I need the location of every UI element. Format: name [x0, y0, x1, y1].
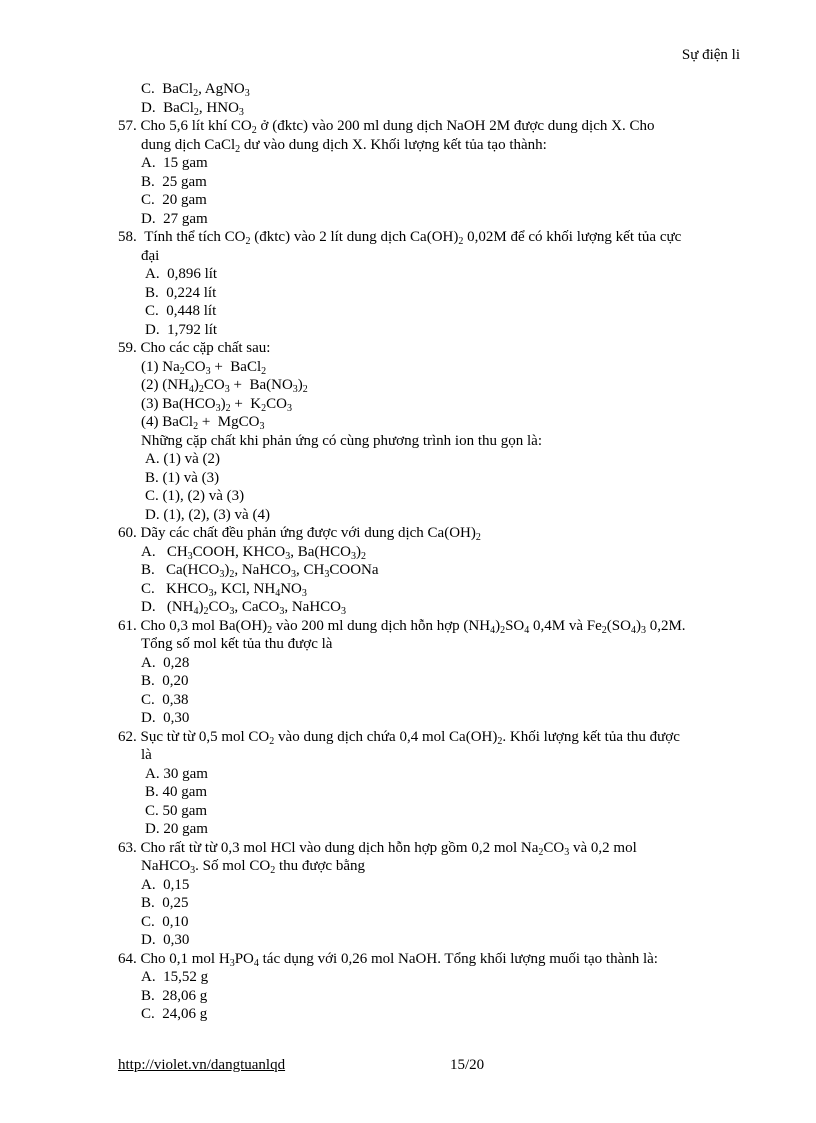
answer-option: B. 40 gam — [145, 784, 208, 800]
answer-option: A. $CH_3COOH$, $KHCO_3$, $Ba(HCO_3)_2$ — [141, 543, 367, 562]
question-text-line: là — [141, 747, 152, 763]
question-line: 62. Sục từ từ 0,5 mol $CO_2$ vào dung dịch chứa 0,4 mol $Ca(OH)_2$. Khối lượng kết tủa thu được — [118, 728, 680, 747]
answer-option: B. (1) và (3) — [145, 469, 220, 486]
question-line: 64. Cho 0,1 mol $H_3PO_4$ tác dụng với 0,26 mol NaOH. Tổng khối lượng muối tạo thành là: — [118, 950, 658, 969]
answer-option: D. (1), (2), (3) và (4) — [145, 506, 270, 523]
question-text-line: Những cặp chất khi phản ứng có cùng phương trình ion thu gọn là: — [141, 432, 543, 449]
question-list — [118, 80, 748, 1024]
answer-option: D. 20 gam — [145, 821, 208, 837]
answer-option: D. BaCl$_2$, $HNO_3$ — [141, 99, 244, 118]
answer-option: B. 0,25 — [141, 895, 189, 911]
answer-option: D. 0,30 — [141, 710, 190, 726]
question-line: 61. Cho 0,3 mol $Ba(OH)_2$ vào 200 ml dung dịch hỗn hợp $(NH_4)_2SO_4$ 0,4M và $Fe_2(SO_4)_3$ 0,2M. — [118, 617, 686, 636]
question-line: 63. Cho rất từ từ 0,3 mol HCl vào dung dịch hỗn hợp gồm 0,2 mol $Na_2CO_3$ và 0,2 mol — [118, 839, 637, 858]
question-line: 57. Cho 5,6 lít khí $CO_2$ ở (đktc) vào 200 ml dung dịch NaOH 2M được dung dịch X. Cho — [118, 118, 655, 136]
question-text-line: Tổng số mol kết tủa thu được là — [141, 636, 333, 652]
answer-option: C. 0,38 — [141, 691, 189, 708]
answer-option: A. (1) và (2) — [145, 451, 220, 467]
answer-option: D. $(NH_4)_2CO_3$, CaCO$_3$, NaHCO$_3$ — [141, 599, 347, 617]
answer-option: A. 30 gam — [145, 765, 208, 782]
answer-option: C. 50 gam — [145, 802, 208, 819]
question-text-line: (1) $Na_2CO_3$ + BaCl$_2$ — [141, 358, 267, 377]
answer-option: C. $KHCO_3$, KCl, $NH_4NO_3$ — [141, 580, 307, 599]
answer-option: A. 0,28 — [141, 654, 190, 671]
answer-option: D. 1,792 lít — [145, 321, 218, 338]
answer-option: A. 0,15 — [141, 876, 190, 893]
page-number: 15/20 — [450, 1057, 485, 1073]
question-text-line: (4) BaCl$_2$ + MgCO$_3$ — [141, 414, 265, 432]
question-line: 59. Cho các cặp chất sau: — [118, 340, 271, 356]
answer-option: A. 0,896 lít — [145, 266, 218, 282]
answer-option: D. 27 gam — [141, 210, 208, 227]
question-text-line: NaHCO$_3$. Số mol $CO_2$ thu được bằng — [141, 858, 365, 876]
answer-option: C. 0,448 lít — [145, 303, 217, 319]
answer-option: B. 0,20 — [141, 673, 189, 689]
answer-option: C. 24,06 g — [141, 1006, 208, 1022]
answer-option: B. $Ca(HCO_3)_2$, NaHCO$_3$, $CH_3COONa$ — [141, 562, 379, 580]
question-line: 60. Dãy các chất đều phản ứng được với dung dịch $Ca(OH)_2$ — [118, 525, 481, 543]
answer-option: C. 0,10 — [141, 913, 189, 930]
question-text-line: (3) $Ba(HCO_3)_2 + K_2CO_3$ — [141, 395, 292, 414]
running-header: Sự điện li — [681, 47, 740, 63]
question-text-line: (2) $(NH_4)_2CO_3 + Ba(NO_3)_2$ — [141, 377, 308, 395]
answer-option: D. 0,30 — [141, 932, 190, 948]
question-text-line: dung dịch CaCl$_2$ dư vào dung dịch X. Khối lượng kết tủa tạo thành: — [141, 136, 547, 155]
answer-option: C. (1), (2) và (3) — [145, 488, 245, 504]
answer-option: B. 25 gam — [141, 173, 207, 190]
answer-option: B. 0,224 lít — [145, 284, 217, 301]
answer-option: C. 20 gam — [141, 192, 207, 208]
footer-link[interactable]: http://violet.vn/dangtuanlqd — [118, 1057, 286, 1073]
answer-option: A. 15,52 g — [141, 969, 209, 985]
question-line: 58. Tính thể tích $CO_2$ (đktc) vào 2 lít dung dịch $Ca(OH)_2$ 0,02M để có khối lượng kết tủa cực — [118, 229, 682, 247]
answer-option: B. 28,06 g — [141, 987, 208, 1004]
answer-option: A. 15 gam — [141, 155, 208, 171]
answer-option: C. BaCl$_2$, AgNO$_3$ — [141, 81, 250, 99]
question-text-line: đại — [141, 247, 160, 264]
